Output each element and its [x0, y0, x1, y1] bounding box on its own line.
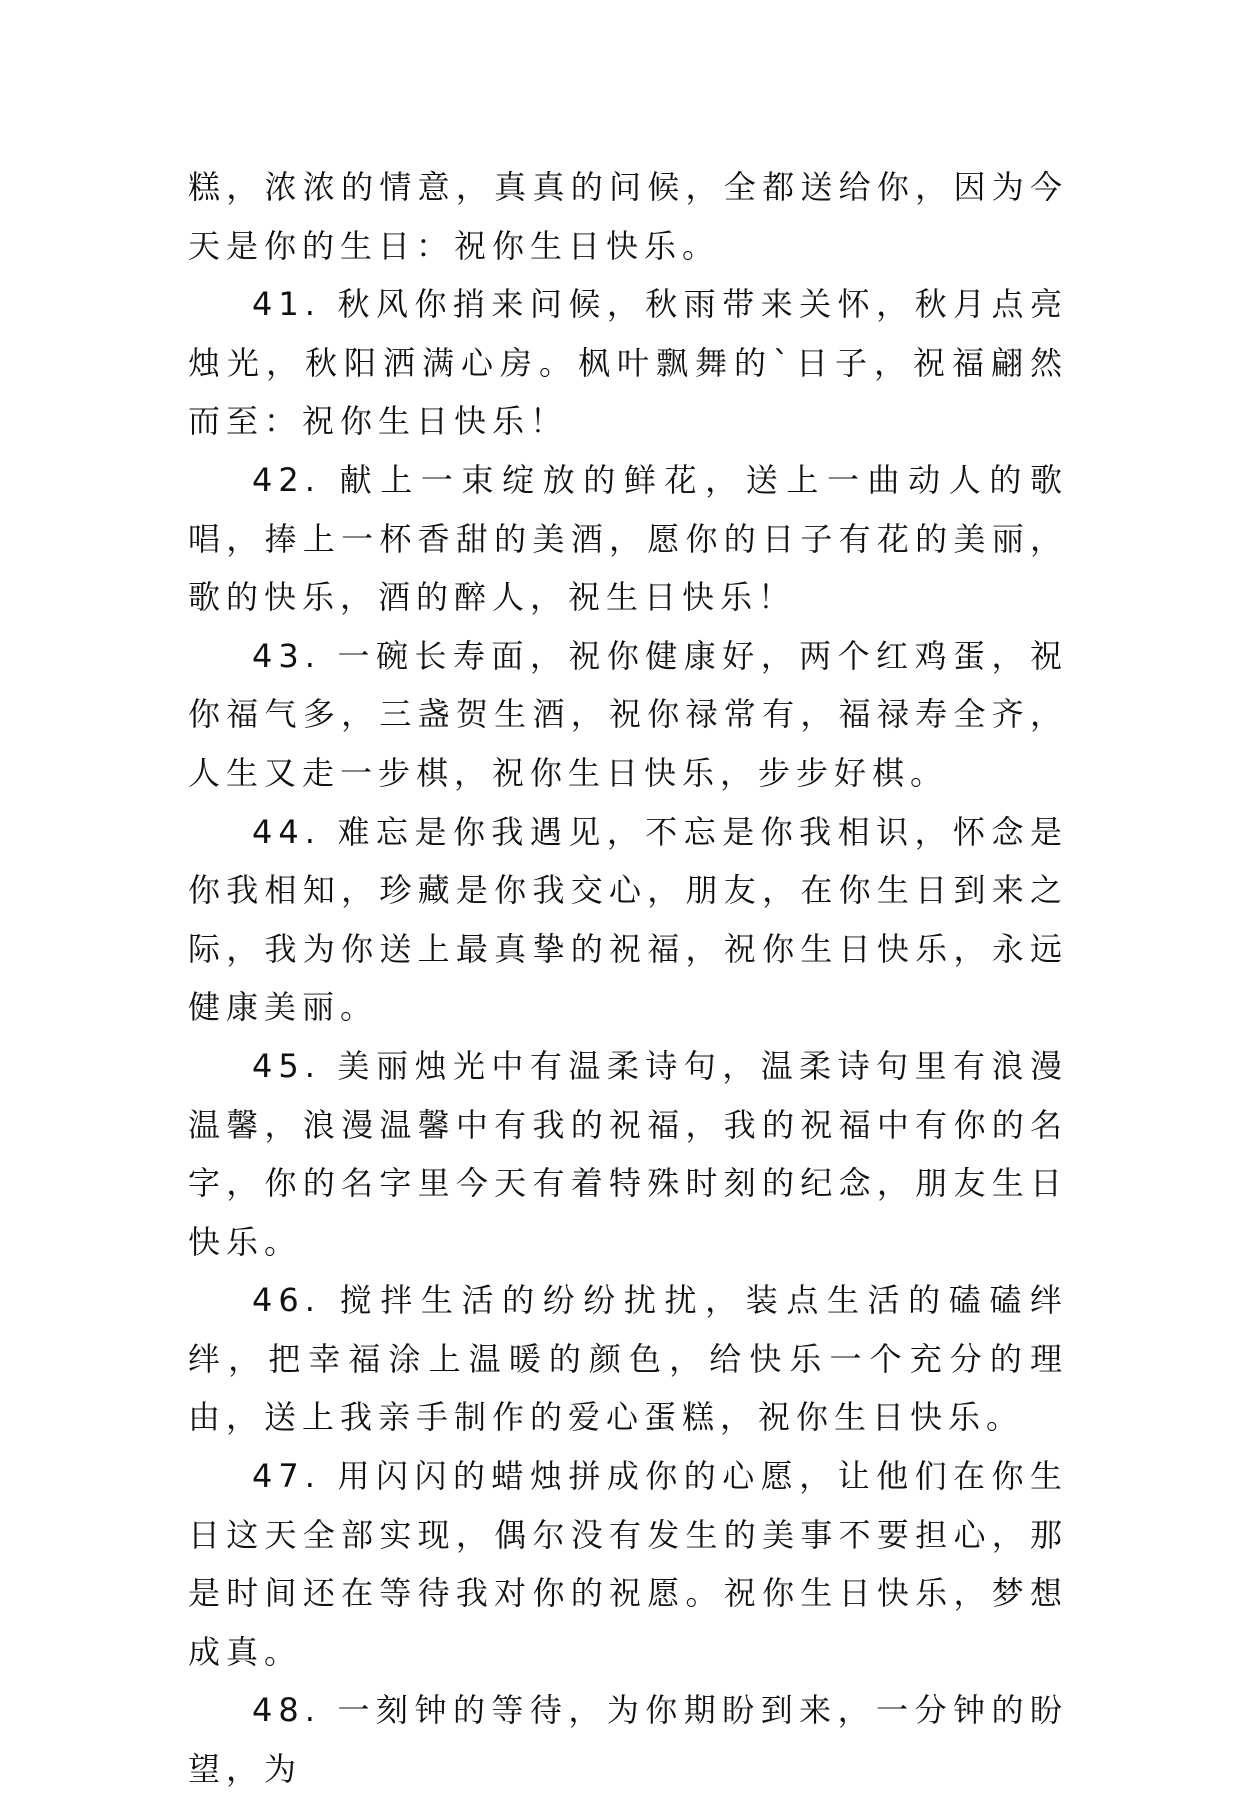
paragraph-44: 44. 难忘是你我遇见，不忘是你我相识，怀念是你我相知，珍藏是你我交心，朋友，在你生日到来之际，我为你送上最真挚的祝福，祝你生日快乐，永远健康美丽。 — [188, 812, 1068, 1027]
paragraph-42: 42. 献上一束绽放的鲜花，送上一曲动人的歌唱，捧上一杯香甜的美酒，愿你的日子有花的美丽，歌的快乐，酒的醉人，祝生日快乐！ — [188, 460, 1068, 617]
paragraph-continuation: 糕，浓浓的情意，真真的问候，全都送给你，因为今天是你的生日：祝你生日快乐。 — [188, 168, 1068, 265]
paragraph-41: 41. 秋风你捎来问候，秋雨带来关怀，秋月点亮烛光，秋阳洒满心房。枫叶飘舞的`日子，祝福翩然而至：祝你生日快乐！ — [188, 285, 1068, 441]
paragraph-48: 48. 一刻钟的等待，为你期盼到来，一分钟的盼望，为 — [188, 1691, 1068, 1789]
paragraph-46: 46. 搅拌生活的纷纷扰扰，装点生活的磕磕绊绊，把幸福涂上温暖的颜色，给快乐一个充分的理由，送上我亲手制作的爱心蛋糕，祝你生日快乐。 — [188, 1281, 1068, 1437]
document-body — [188, 158, 1068, 1799]
paragraph-43: 43. 一碗长寿面，祝你健康好，两个红鸡蛋，祝你福气多，三盏贺生酒，祝你禄常有，福禄寿全齐，人生又走一步棋，祝你生日快乐，步步好棋。 — [188, 636, 1068, 792]
paragraph-47: 47. 用闪闪的蜡烛拼成你的心愿，让他们在你生日这天全部实现，偶尔没有发生的美事不要担心，那是时间还在等待我对你的祝愿。祝你生日快乐，梦想成真。 — [188, 1457, 1068, 1671]
paragraph-45: 45. 美丽烛光中有温柔诗句，温柔诗句里有浪漫温馨，浪漫温馨中有我的祝福，我的祝福中有你的名字，你的名字里今天有着特殊时刻的纪念，朋友生日快乐。 — [188, 1046, 1068, 1261]
